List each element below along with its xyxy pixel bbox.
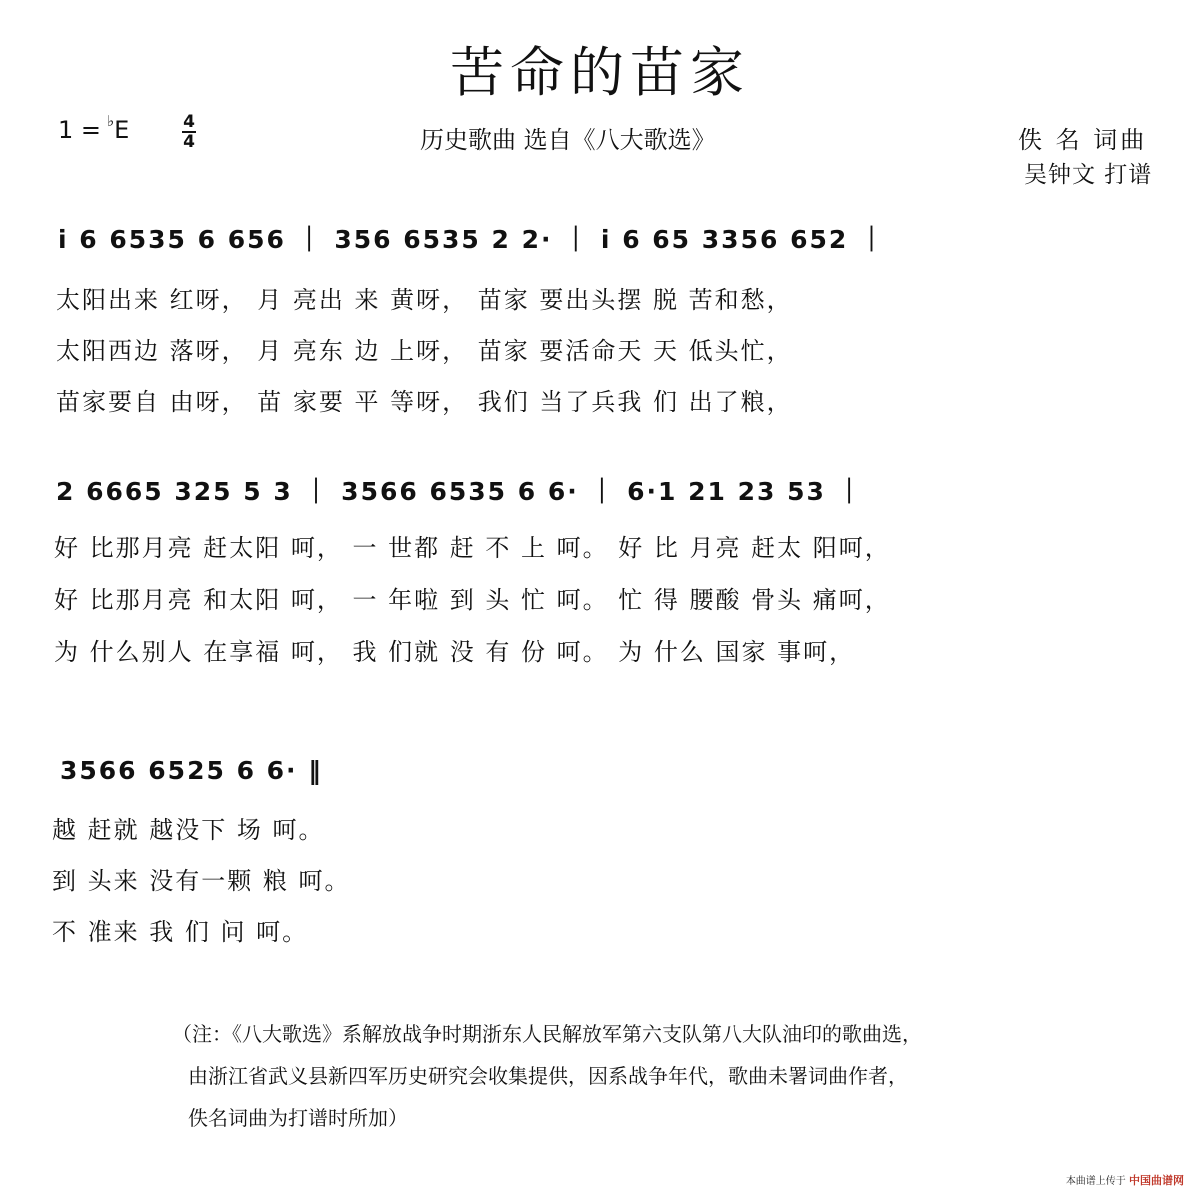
key-letter: E (114, 116, 130, 144)
lyric-line-3-3: 不 准来 我 们 问 呵。 (52, 918, 309, 946)
footer-brand: 中国曲谱网 (1129, 1174, 1184, 1187)
lyric-line-1-1: 太阳出来 红呀， 月 亮出 来 黄呀， 苗家 要出头摆 脱 苦和愁， (56, 286, 793, 314)
annotation-line-2: 由浙江省武义县新四军历史研究会收集提供，因系战争年代，歌曲未署词曲作者， (188, 1064, 908, 1088)
flat-icon: ♭ (107, 112, 115, 130)
lyric-line-3-1: 越 赶就 越没下 场 呵。 (52, 816, 325, 844)
page-title: 苦命的苗家 (450, 41, 750, 104)
composer-credit: 佚 名 词曲 (1018, 126, 1148, 154)
key-signature (58, 112, 129, 144)
notation-line-3: 3566 6525 6 6· ‖ (60, 756, 323, 785)
meter-top: 4 (183, 112, 195, 132)
lyric-line-2-3: 为 什么别人 在享福 呵， 我 们就 没 有 份 呵。 为 什么 国家 事呵， (54, 638, 856, 666)
time-signature (182, 114, 196, 150)
transcriber-credit: 吴钟文 打谱 (1024, 162, 1153, 188)
footer-text: 本曲谱上传于 (1065, 1176, 1126, 1187)
annotation-line-1: （注：《八大歌选》系解放战争时期浙东人民解放军第六支队第八大队油印的歌曲选， (172, 1022, 922, 1046)
footer-watermark (1066, 1172, 1184, 1188)
key-tonic: 1 (58, 116, 74, 144)
lyric-line-2-1: 好 比那月亮 赶太阳 呵， 一 世都 赶 不 上 呵。 好 比 月亮 赶太 阳呵， (54, 534, 891, 562)
notation-line-1: i̇ 6 6535 6 656 ｜ 356 6535 2 2· ｜ i̇ 6 65 3356 652 ｜ (58, 225, 886, 254)
lyric-line-3-2: 到 头来 没有一颗 粮 呵。 (52, 867, 351, 895)
meter-bottom: 4 (183, 132, 195, 152)
lyric-line-1-2: 太阳西边 落呀， 月 亮东 边 上呀， 苗家 要活命天 天 低头忙， (56, 337, 793, 365)
annotation-line-3: 佚名词曲为打谱时所加） (188, 1106, 408, 1130)
notation-line-2: 2 6665 325 5 3 ｜ 3566 6535 6 6· ｜ 6·1 21 23 53 ｜ (56, 477, 864, 506)
source-note: 历史歌曲 选自《八大歌选》 (420, 126, 716, 154)
lyric-line-2-2: 好 比那月亮 和太阳 呵， 一 年啦 到 头 忙 呵。 忙 得 腰酸 骨头 痛呵， (54, 586, 891, 614)
lyric-line-1-3: 苗家要自 由呀， 苗 家要 平 等呀， 我们 当了兵我 们 出了粮， (56, 388, 793, 416)
key-eq: = (80, 116, 102, 144)
